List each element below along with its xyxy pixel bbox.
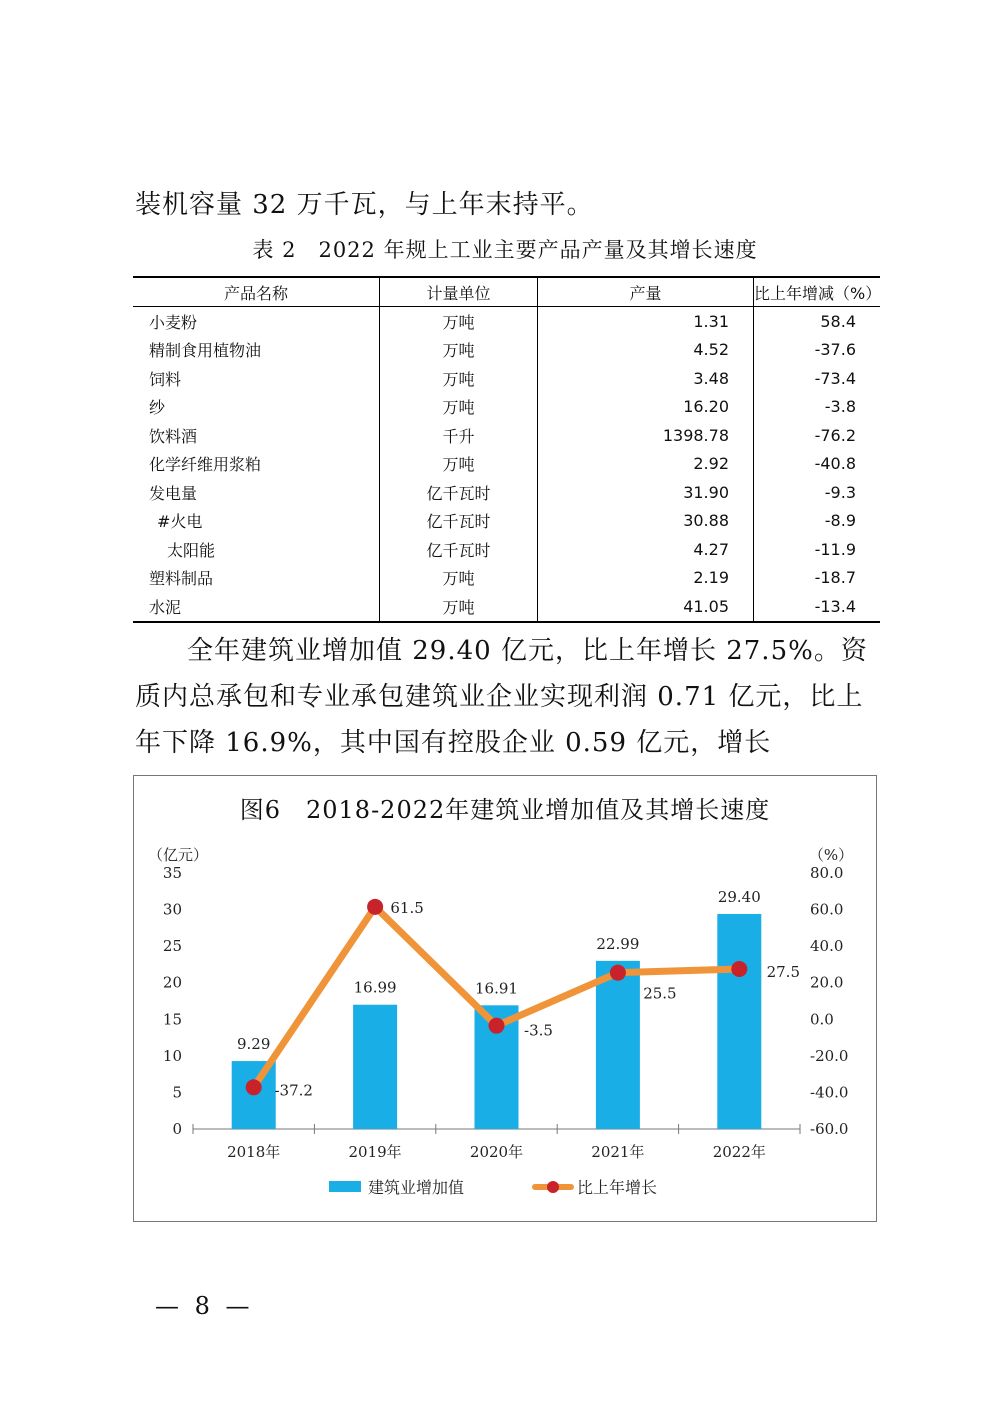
chart-canvas xyxy=(134,776,876,1221)
product-name: 太阳能 xyxy=(167,540,216,560)
output: 31.90 xyxy=(538,478,754,507)
left-axis-tick-label: 25 xyxy=(162,937,182,956)
header-product-name: 产品名称 xyxy=(133,277,380,307)
x-axis-category-label: 2019年 xyxy=(348,1143,402,1161)
table-row xyxy=(133,336,880,365)
page-number: — 8 — xyxy=(155,1292,254,1320)
x-axis-category-label: 2022年 xyxy=(712,1143,766,1161)
change: -18.7 xyxy=(754,564,881,593)
header-unit: 计量单位 xyxy=(380,277,538,307)
table-row xyxy=(133,450,880,479)
production-table xyxy=(133,276,880,623)
table-header-row xyxy=(133,277,880,307)
product-name: 小麦粉 xyxy=(149,312,198,332)
table-row xyxy=(133,307,880,336)
output: 4.52 xyxy=(538,336,754,365)
unit: 万吨 xyxy=(380,364,538,393)
right-axis-tick-label: 40.0 xyxy=(810,937,844,956)
right-axis-tick-label: 0.0 xyxy=(810,1010,834,1029)
x-axis-category-label: 2021年 xyxy=(591,1143,645,1161)
table-row xyxy=(133,421,880,450)
table-title: 表 2 2022 年规上工业主要产品产量及其增长速度 xyxy=(252,238,758,262)
left-axis-tick-label: 10 xyxy=(162,1046,182,1065)
product-name: 水泥 xyxy=(133,592,380,622)
output: 2.19 xyxy=(538,564,754,593)
paragraph-intro: 装机容量 32 万千瓦，与上年末持平。 xyxy=(135,190,594,220)
unit: 万吨 xyxy=(380,307,538,336)
change: 58.4 xyxy=(754,307,881,336)
legend-bar-label: 建筑业增加值 xyxy=(368,1178,465,1197)
product-name: #火电 xyxy=(157,512,203,532)
right-axis-tick-label: 80.0 xyxy=(810,864,844,882)
output: 1398.78 xyxy=(538,421,754,450)
unit: 万吨 xyxy=(380,336,538,365)
output: 4.27 xyxy=(538,535,754,564)
unit: 万吨 xyxy=(380,393,538,422)
line-point-marker xyxy=(367,899,383,915)
bar-construction-value xyxy=(596,961,640,1129)
change: -11.9 xyxy=(754,535,881,564)
bar-data-label: 16.91 xyxy=(475,979,518,998)
output: 41.05 xyxy=(538,592,754,622)
line-point-marker xyxy=(731,961,747,977)
left-axis-tick-label: 15 xyxy=(162,1010,182,1029)
output: 16.20 xyxy=(538,393,754,422)
unit: 千升 xyxy=(380,421,538,450)
legend-line-label: 比上年增长 xyxy=(577,1178,658,1197)
left-axis-tick-label: 5 xyxy=(172,1083,182,1102)
change: -9.3 xyxy=(754,478,881,507)
x-axis-category-label: 2020年 xyxy=(469,1143,524,1161)
table-row xyxy=(133,592,880,622)
line-data-label: 27.5 xyxy=(766,963,801,981)
bar-data-label: 16.99 xyxy=(353,978,397,997)
product-name: 纱 xyxy=(149,398,166,418)
product-name: 化学纤维用浆粕 xyxy=(149,455,262,475)
change: -13.4 xyxy=(754,592,881,622)
bar-construction-value xyxy=(717,914,761,1129)
right-axis-tick-label: -20.0 xyxy=(810,1046,849,1065)
left-axis-tick-label: 35 xyxy=(162,864,182,882)
change: -76.2 xyxy=(754,421,881,450)
output: 3.48 xyxy=(538,364,754,393)
table-row xyxy=(133,364,880,393)
change: -3.8 xyxy=(754,393,881,422)
output: 1.31 xyxy=(538,307,754,336)
unit: 亿千瓦时 xyxy=(380,507,538,536)
line-data-label: -37.2 xyxy=(274,1081,313,1100)
bar-data-label: 29.40 xyxy=(717,887,761,906)
x-axis-category-label: 2018年 xyxy=(227,1143,281,1161)
line-data-label: 61.5 xyxy=(390,898,424,917)
right-axis-unit: （%） xyxy=(808,846,854,864)
change: -73.4 xyxy=(754,364,881,393)
right-axis-tick-label: 60.0 xyxy=(810,900,844,919)
paragraph-construction: 全年建筑业增加值 29.40 亿元，比上年增长 27.5%。资质内总承包和专业承包建筑业企业实现利润 0.71 亿元，比上年下降 16.9%，其中国有控股企业 0.59 亿元，增长 xyxy=(135,636,868,758)
change: -40.8 xyxy=(754,450,881,479)
unit: 万吨 xyxy=(380,592,538,622)
right-axis-tick-label: -40.0 xyxy=(810,1083,849,1102)
legend-line-marker xyxy=(547,1181,559,1193)
left-axis-unit: （亿元） xyxy=(147,846,209,864)
unit: 亿千瓦时 xyxy=(380,478,538,507)
table-row xyxy=(133,478,880,507)
legend-bar-swatch xyxy=(329,1181,361,1192)
product-name: 发电量 xyxy=(149,483,198,503)
bar-construction-value xyxy=(353,1005,397,1129)
product-name: 精制食用植物油 xyxy=(149,341,262,361)
line-point-marker xyxy=(610,965,626,981)
left-axis-tick-label: 30 xyxy=(162,900,182,919)
change: -37.6 xyxy=(754,336,881,365)
product-name: 塑料制品 xyxy=(149,569,214,589)
table-row xyxy=(133,507,880,536)
change: -8.9 xyxy=(754,507,881,536)
bar-data-label: 22.99 xyxy=(596,934,640,953)
right-axis-tick-label: -60.0 xyxy=(810,1120,849,1138)
line-data-label: 25.5 xyxy=(643,984,677,1003)
unit: 万吨 xyxy=(380,450,538,479)
line-point-marker xyxy=(246,1079,262,1095)
table-row xyxy=(133,535,880,564)
bar-data-label: 9.29 xyxy=(236,1035,271,1054)
unit: 万吨 xyxy=(380,564,538,593)
left-axis-tick-label: 20 xyxy=(162,973,182,992)
table-row xyxy=(133,564,880,593)
line-point-marker xyxy=(489,1018,505,1034)
product-name: 饲料 xyxy=(149,369,182,389)
right-axis-tick-label: 20.0 xyxy=(810,973,844,992)
chart-title: 图6 2018-2022年建筑业增加值及其增长速度 xyxy=(239,796,771,824)
unit: 亿千瓦时 xyxy=(380,535,538,564)
header-output: 产量 xyxy=(538,277,754,307)
product-name: 饮料酒 xyxy=(149,426,198,446)
output: 30.88 xyxy=(538,507,754,536)
line-data-label: -3.5 xyxy=(524,1021,553,1040)
chart-figure-6 xyxy=(133,775,877,1222)
left-axis-tick-label: 0 xyxy=(172,1120,182,1138)
table-row xyxy=(133,393,880,422)
header-change: 比上年增减（%） xyxy=(754,277,881,307)
output: 2.92 xyxy=(538,450,754,479)
